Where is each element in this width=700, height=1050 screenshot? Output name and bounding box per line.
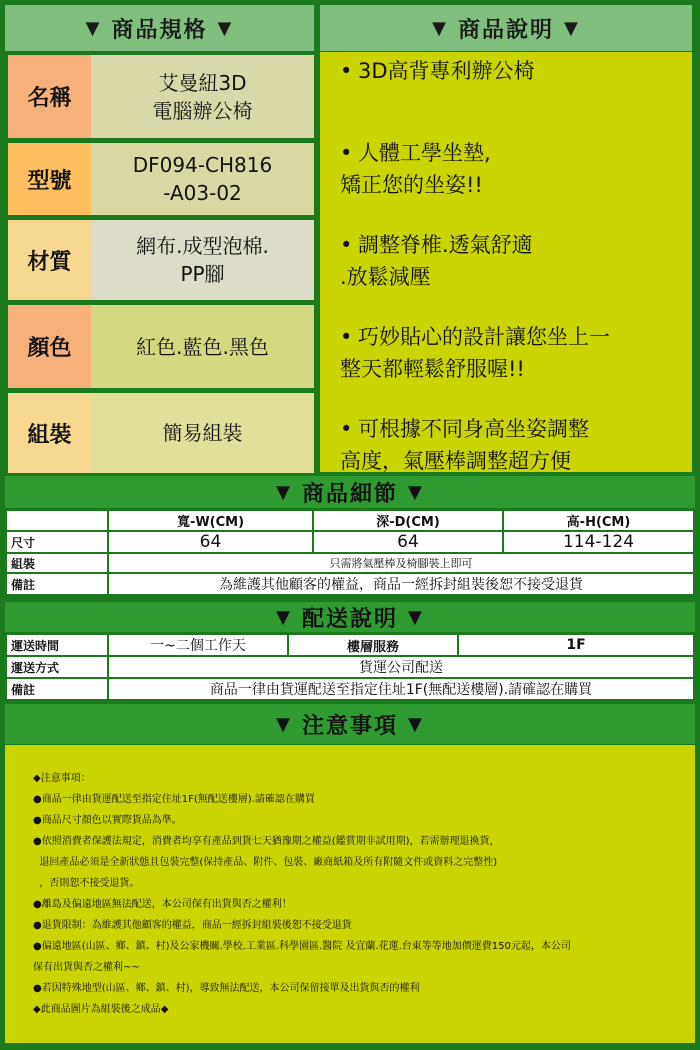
size-cell: 114-124 [503,531,694,553]
notice-line: ●商品一律由貨運配送至指定住址1F(無配送樓層).請確認在購買 [33,794,315,805]
assembly-cell: 只需將氣壓棒及椅腳裝上即可 [108,553,694,573]
spec-label: 材質 [8,220,91,300]
description-text: 3D高背專利辦公椅 [358,59,535,83]
notice-line: ◆注意事項： [33,773,91,784]
bullet-icon: • [340,59,353,83]
bullet-icon: • [340,417,353,441]
description-header [320,5,692,51]
notice-title: 注意事項 [301,713,398,739]
description-item [340,230,686,293]
table-row [6,531,694,553]
note-cell: 商品一律由貨運配送至指定住址1F(無配送樓層).請確認在購買 [108,678,694,700]
notice-line: ●退貨限制：為維護其他顧客的權益，商品一經拆封組裝後恕不接受退貨 [33,920,352,931]
spec-label: 組裝 [8,393,91,473]
spec-value: 紅色.藍色.黑色 [91,305,314,388]
notice-line: ，否則恕不接受退貨。 [33,878,140,889]
notice-header [5,704,695,744]
triangle-down-icon: ▼ [276,481,292,503]
notice-line: ●依照消費者保護法規定，消費者均享有產品到貨七天猶豫期之權益(鑑賞期非試用期)，若需辦理退換貨， [33,836,500,847]
details-header [5,476,695,508]
details-title: 商品細節 [301,481,398,507]
description-item [340,138,686,201]
spec-label: 名稱 [8,55,91,138]
method-cell: 貨運公司配送 [108,656,694,678]
triangle-down-icon: ▼ [408,606,424,628]
table-row [6,678,694,700]
triangle-down-icon: ▼ [276,713,292,735]
notice-line: 保有出貨與否之權利~~ [33,962,140,973]
notice-line: ●離島及偏遠地區無法配送，本公司保有出貨與否之權利！ [33,899,292,910]
description-text: 可根據不同身高坐姿調整 高度，氣壓棒調整超方便 [340,417,589,473]
bullet-icon: • [340,325,353,349]
header-cell: 深-D(CM) [313,510,503,531]
spec-value: 簡易組裝 [91,393,314,473]
notice-line: 退回產品必須是全新狀態且包裝完整(保持產品、附件、包裝、廠商紙箱及所有附隨文件或資料之完整性) [33,857,498,868]
row-label: 備註 [6,573,108,595]
triangle-down-icon: ▼ [564,17,580,39]
notice-line: ●若因特殊地型(山區、鄉、鎮、村)，導致無法配送，本公司保留接單及出貨與否的權利 [33,983,420,994]
table-row [6,553,694,573]
bullet-icon: • [340,141,353,165]
description-text: 巧妙貼心的設計讓您坐上一 整天都輕鬆舒服喔!! [340,325,610,381]
delivery-table [5,633,695,701]
table-row [6,573,694,595]
spec-value: 艾曼紐3D 電腦辦公椅 [91,55,314,138]
details-table [5,509,695,596]
header-cell: 寬-W(CM) [108,510,313,531]
description-item [340,414,686,477]
floor-label: 樓層服務 [288,634,458,656]
row-label: 運送方式 [6,656,108,678]
spec-value: 網布.成型泡棉. PP腳 [91,220,314,300]
delivery-title: 配送說明 [301,606,398,632]
description-item [340,56,686,88]
delivery-header [5,602,695,632]
triangle-down-icon: ▼ [408,713,424,735]
notice-line: ◆此商品圖片為組裝後之成品◆ [33,1004,169,1015]
spec-header [5,5,314,51]
notice-panel [5,745,695,1043]
spec-title: 商品規格 [111,17,208,43]
description-title: 商品說明 [457,17,554,43]
description-text: 調整脊椎.透氣舒適 .放鬆減壓 [340,233,533,289]
row-label: 尺寸 [6,531,108,553]
spec-value: DF094-CH816 -A03-02 [91,143,314,215]
table-row [6,510,694,531]
triangle-down-icon: ▼ [85,17,102,39]
time-cell: 一~二個工作天 [108,634,288,656]
bullet-icon: • [340,233,353,257]
spec-label: 型號 [8,143,91,215]
row-label: 運送時間 [6,634,108,656]
notice-line: ●商品尺寸顏色以實際貨品為準。 [33,815,182,826]
header-cell: 高-H(CM) [503,510,694,531]
size-cell: 64 [313,531,503,553]
description-item [340,322,686,385]
row-label: 備註 [6,678,108,700]
table-row [6,656,694,678]
triangle-down-icon: ▼ [408,481,424,503]
triangle-down-icon: ▼ [432,17,448,39]
notice-line: ●偏遠地區(山區、鄉、鎮、村)及公家機關.學校.工業區.科學園區.醫院 及宜蘭.花蓮.台東等等地加價運費150元起，本公司 [33,941,571,952]
size-cell: 64 [108,531,313,553]
triangle-down-icon: ▼ [276,606,292,628]
floor-cell: 1F [458,634,694,656]
description-panel [320,52,692,472]
triangle-down-icon: ▼ [217,17,234,39]
note-cell: 為維護其他顧客的權益，商品一經拆封組裝後恕不接受退貨 [108,573,694,595]
table-row [6,634,694,656]
row-label: 組裝 [6,553,108,573]
empty-cell [6,510,108,531]
description-text: 人體工學坐墊, 矯正您的坐姿!! [340,141,491,197]
spec-label: 顏色 [8,305,91,388]
